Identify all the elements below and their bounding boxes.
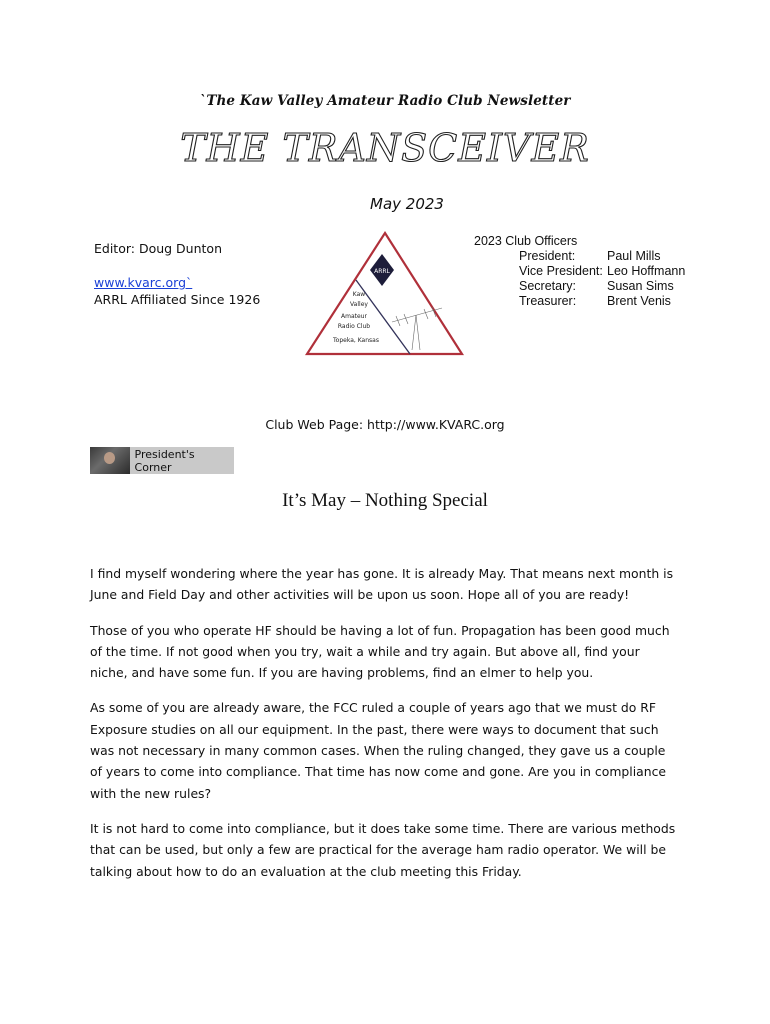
- article-paragraph: Those of you who operate HF should be having a lot of fun. Propagation has been good much of the time. If not good when you try, wait a while and try again. But above all, find your niche, and have some fun. If you are having problems, find an elmer to help you.: [90, 622, 670, 681]
- editor-block: [94, 240, 260, 308]
- presidents-corner-banner: [90, 447, 234, 474]
- officer-name: Brent Venis: [607, 294, 671, 308]
- officer-row: [474, 279, 685, 294]
- article-title: It’s May – Nothing Special: [282, 490, 488, 511]
- logo-text-5: Topeka, Kansas: [333, 337, 379, 344]
- logo-text-4: Radio Club: [337, 323, 371, 330]
- banner-label: President's Corner: [134, 447, 195, 474]
- officer-row: [474, 264, 685, 279]
- club-officers: [474, 234, 685, 309]
- club-web-page: Club Web Page: http://www.KVARC.org: [265, 417, 505, 432]
- officer-role: President:: [519, 249, 576, 263]
- officer-role: Vice President:: [519, 264, 603, 278]
- officer-role: Secretary:: [519, 279, 576, 293]
- article-body: [90, 563, 680, 896]
- article-paragraph: It is not hard to come into compliance, but it does take some time. There are various methods that can be used, but only a few are practical for the average ham radio operator. We will be talking about how to do an evaluation at the club meeting this Friday.: [90, 820, 676, 879]
- logo-text-1: Kaw: [352, 291, 366, 298]
- svg-text:ARRL: ARRL: [374, 268, 390, 275]
- logo-text-2: Valley: [350, 301, 368, 308]
- editor-line: Editor: Doug Dunton: [94, 241, 223, 256]
- officer-row: [474, 249, 685, 264]
- officer-role: Treasurer:: [519, 294, 577, 308]
- newsletter-title: THE TRANSCEIVER: [180, 126, 590, 170]
- logo-triangle: [307, 233, 462, 354]
- club-logo: [304, 230, 466, 358]
- logo-text-3: Amateur: [341, 313, 367, 320]
- president-photo: [90, 447, 130, 474]
- issue-date: May 2023: [370, 195, 444, 213]
- newsletter-kicker: `The Kaw Valley Amateur Radio Club Newsletter: [199, 93, 571, 109]
- website-link[interactable]: www.kvarc.org`: [94, 275, 193, 290]
- officer-name: Leo Hoffmann: [607, 264, 686, 278]
- officer-name: Susan Sims: [607, 279, 674, 293]
- officer-row: [474, 294, 685, 309]
- article-paragraph: As some of you are already aware, the FCC ruled a couple of years ago that we must do RF Exposure studies on all our equipment. In the past, there were ways to document that such was not necessary in many common cases. When the ruling changed, they gave us a couple of years to come into compliance. That time has now come and gone. Are you in compliance with the new rules?: [90, 700, 667, 801]
- officers-heading: 2023 Club Officers: [474, 234, 578, 248]
- officer-name: Paul Mills: [607, 249, 661, 263]
- arrl-affiliation: ARRL Affiliated Since 1926: [94, 292, 261, 307]
- article-paragraph: I find myself wondering where the year has gone. It is already May. That means next month is June and Field Day and other activities will be upon us soon. Hope all of you are ready!: [90, 566, 674, 603]
